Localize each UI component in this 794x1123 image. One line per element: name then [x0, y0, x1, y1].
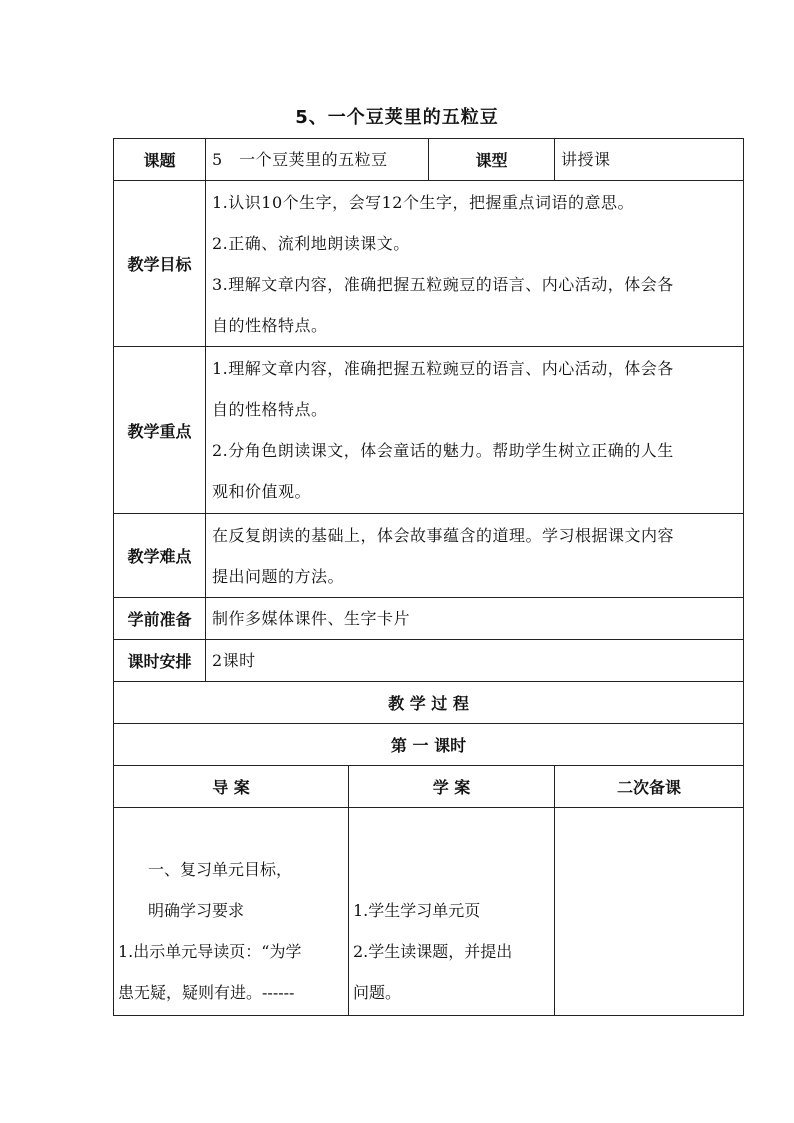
study-line: 1.学生学习单元页: [353, 901, 481, 920]
difficulties-row: [114, 514, 744, 598]
study-column-header: 学 案: [349, 766, 555, 808]
key-points-content: [206, 347, 744, 514]
guide-content: [114, 808, 349, 1016]
goals-row: [114, 181, 744, 347]
lesson-type-label: 课型: [429, 139, 555, 181]
key-points-line: 1.理解文章内容，准确把握五粒豌豆的语言、内心活动，体会各: [212, 359, 674, 378]
process-header-row: [114, 682, 744, 724]
difficulties-line: 提出问题的方法。: [212, 566, 345, 586]
difficulties-line: 在反复朗读的基础上，体会故事蕴含的道理。学习根据课文内容: [212, 525, 675, 545]
key-points-label: 教学重点: [114, 347, 206, 514]
schedule-label: 课时安排: [114, 640, 206, 682]
document-title: 5、一个豆荚里的五粒豆: [295, 107, 499, 128]
lesson-row: [114, 139, 744, 181]
goals-line: 3.理解文章内容，准确把握五粒豌豆的语言、内心活动，体会各: [212, 274, 674, 294]
study-content: [349, 808, 555, 1016]
key-points-line: 自的性格特点。: [212, 400, 328, 419]
preparation-value: 制作多媒体课件、生字卡片: [206, 598, 744, 640]
second-column-header: 二次备课: [555, 766, 744, 808]
period-header: 第 一 课时: [114, 724, 744, 766]
guide-line: 一、复习单元目标，: [148, 860, 293, 879]
key-points-line: 2.分角色朗读课文，体会童话的魅力。帮助学生树立正确的人生: [212, 441, 674, 460]
preparation-label: 学前准备: [114, 598, 206, 640]
study-line: 问题。: [353, 983, 402, 1002]
preparation-row: [114, 598, 744, 640]
guide-line: 1.出示单元导读页：“为学: [118, 942, 302, 961]
guide-column-header: 导 案: [114, 766, 349, 808]
guide-line: 明确学习要求: [148, 901, 245, 920]
difficulties-label: 教学难点: [114, 514, 206, 598]
second-preparation-content: [555, 808, 744, 1016]
process-content-row: [114, 808, 744, 1016]
period-header-row: [114, 724, 744, 766]
lesson-label: 课题: [114, 139, 206, 181]
schedule-row: [114, 640, 744, 682]
study-line: 2.学生读课题，并提出: [353, 942, 513, 961]
lesson-type-value: 讲授课: [555, 139, 744, 181]
key-points-row: [114, 347, 744, 514]
columns-header-row: [114, 766, 744, 808]
schedule-value: 2课时: [206, 640, 744, 682]
process-header: 教 学 过 程: [114, 682, 744, 724]
goals-line: 自的性格特点。: [212, 315, 328, 335]
goals-label: 教学目标: [114, 181, 206, 347]
goals-line: 1.认识10个生字，会写12个生字，把握重点词语的意思。: [212, 192, 634, 212]
goals-line: 2.正确、流利地朗读课文。: [212, 233, 410, 253]
key-points-line: 观和价值观。: [212, 482, 312, 501]
lesson-plan-table: [113, 138, 744, 1016]
difficulties-content: [206, 514, 744, 598]
goals-content: [206, 181, 744, 347]
lesson-value: 5 一个豆荚里的五粒豆: [206, 139, 429, 181]
guide-line: 患无疑，疑则有进。------: [118, 983, 295, 1002]
